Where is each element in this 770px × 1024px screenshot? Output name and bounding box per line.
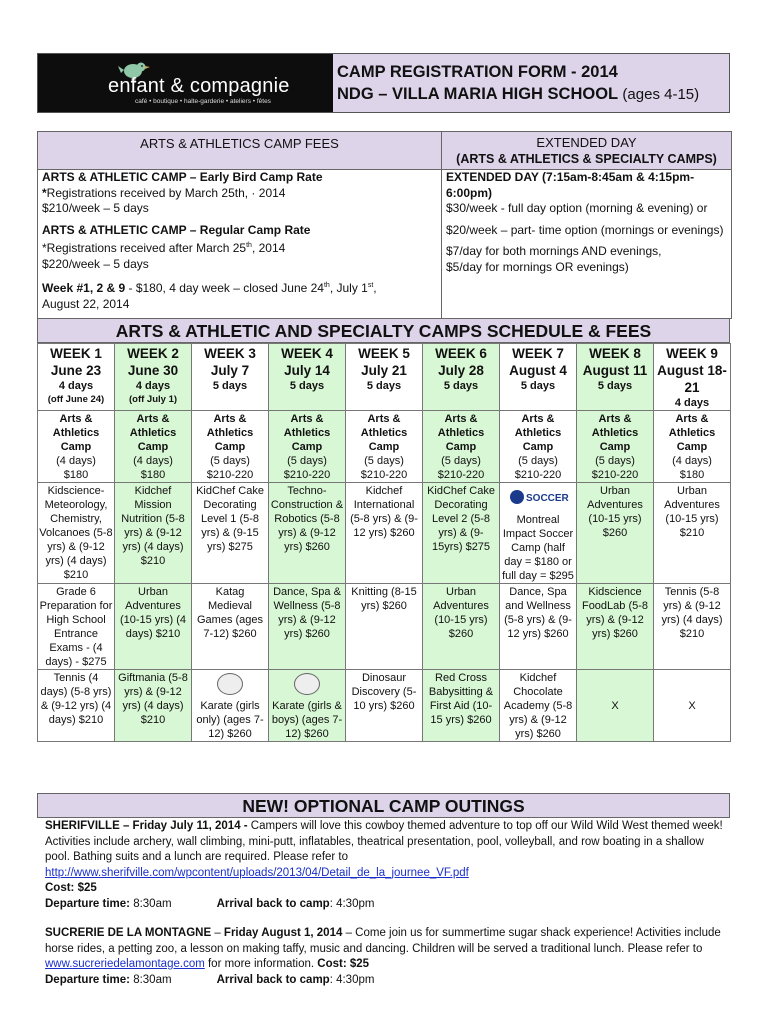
specialty-cell bbox=[500, 483, 577, 584]
arts-camp-cell bbox=[577, 411, 654, 483]
specialty-cell bbox=[115, 483, 192, 584]
extended-block-2 bbox=[446, 223, 727, 239]
camp-name: Arts & Athletics Camp bbox=[514, 413, 562, 453]
extended-hours: EXTENDED DAY (7:15am-8:45am & 4:15pm-6:00pm) bbox=[446, 170, 695, 200]
soccer-schools-logo bbox=[508, 486, 568, 512]
camp-days: (5 days) bbox=[518, 455, 558, 467]
week-number: WEEK 8 bbox=[589, 346, 641, 361]
logo-name-part1: enfant bbox=[108, 75, 165, 97]
camp-price: $210-220 bbox=[591, 469, 639, 481]
extended-full-option: $30/week - full day option (morning & evening) or bbox=[446, 201, 708, 215]
regular-rate-line1 bbox=[42, 238, 437, 257]
week-date: July 7 bbox=[210, 363, 250, 378]
sucrerie-description bbox=[45, 926, 725, 973]
camp-price: $210-220 bbox=[206, 469, 254, 481]
camp-name: Arts & Athletics Camp bbox=[360, 413, 408, 453]
week-header-cell bbox=[423, 344, 500, 411]
specialty-text: KidChef Cake Decorating Level 2 (5-8 yrs) & (9-15yrs) $275 bbox=[427, 485, 495, 553]
camp-price: $210-220 bbox=[514, 469, 562, 481]
camp-name: Arts & Athletics Camp bbox=[591, 413, 639, 453]
specialty-text: Dance, Spa and Wellness (5-8 yrs) & (9-12 yrs) $260 bbox=[504, 586, 572, 640]
short-weeks-sup2: st bbox=[367, 282, 374, 289]
arts-camp-row bbox=[38, 411, 731, 483]
specialty-text: Grade 6 Preparation for High School Entrance Exams - (4 days) - $275 bbox=[39, 586, 113, 668]
specialty-text: KidChef Cake Decorating Level 1 (5-8 yrs) & (9-15 yrs) $275 bbox=[196, 485, 264, 553]
specialty-text: Knitting (8-15 yrs) $260 bbox=[351, 586, 417, 612]
specialty-cell bbox=[500, 670, 577, 742]
ages-range: (ages 4-15) bbox=[622, 86, 700, 103]
week-days: 4 days bbox=[674, 397, 710, 409]
sucrerie-link[interactable]: www.sucreriedelamontage.com bbox=[45, 958, 205, 970]
specialty-text: Urban Adventures (10-15 yrs) $260 bbox=[433, 586, 489, 640]
camp-days: (5 days) bbox=[364, 455, 404, 467]
specialty-row-1 bbox=[38, 483, 731, 584]
specialty-row-2 bbox=[38, 584, 731, 670]
arrival-label: Arrival back to camp bbox=[216, 973, 330, 986]
arrival-time: : 4:30pm bbox=[329, 897, 375, 910]
week-date: July 21 bbox=[361, 363, 407, 378]
regular-deadline-text: *Registrations received after March 25 bbox=[42, 241, 247, 255]
departure-time: 8:30am bbox=[130, 973, 172, 986]
arts-camp-cell bbox=[192, 411, 269, 483]
sucrerie-heading: SUCRERIE DE LA MONTAGNE bbox=[45, 927, 212, 939]
week-days: 5 days bbox=[443, 380, 479, 392]
camp-price: $210-220 bbox=[437, 469, 485, 481]
extended-day-heading bbox=[442, 132, 731, 170]
extended-daily-one: $5/day for mornings OR evenings) bbox=[446, 259, 629, 274]
specialty-text: X bbox=[688, 700, 696, 712]
asterisk: * bbox=[42, 185, 47, 200]
extended-block-1 bbox=[446, 170, 727, 217]
departure-label: Departure time: bbox=[45, 897, 130, 910]
early-bird-block bbox=[42, 170, 437, 217]
week-header-cell bbox=[346, 344, 423, 411]
extended-day-body bbox=[442, 170, 731, 275]
week-number: WEEK 2 bbox=[127, 346, 179, 361]
regular-deadline-sup: th bbox=[246, 242, 252, 249]
sherifville-times bbox=[45, 897, 725, 913]
short-weeks-label: Week #1, 2 & 9 bbox=[42, 281, 126, 295]
specialty-cell bbox=[346, 584, 423, 670]
week-date: August 11 bbox=[582, 363, 648, 378]
camp-price: $180 bbox=[63, 469, 89, 481]
sucrerie-text-2: for more information. bbox=[204, 958, 318, 970]
week-header-cell bbox=[577, 344, 654, 411]
week-date: August 4 bbox=[509, 363, 567, 378]
week-days: 5 days bbox=[289, 380, 325, 392]
short-weeks-text-a: - $180, 4 day week – closed June 24 bbox=[125, 281, 324, 295]
departure-time: 8:30am bbox=[130, 897, 172, 910]
header bbox=[37, 53, 730, 113]
week-days: 4 days bbox=[135, 380, 171, 392]
school-name: NDG – VILLA MARIA HIGH SCHOOL bbox=[337, 85, 618, 103]
early-bird-price: $210/week – 5 days bbox=[42, 201, 149, 215]
week-days: 5 days bbox=[366, 380, 402, 392]
specialty-text: Kidscience FoodLab (5-8 yrs) & (9-12 yrs) $260 bbox=[581, 586, 649, 640]
camp-price: $210-220 bbox=[360, 469, 408, 481]
week-date: July 28 bbox=[438, 363, 484, 378]
camp-name: Arts & Athletics Camp bbox=[52, 413, 100, 453]
week-days: 5 days bbox=[597, 380, 633, 392]
specialty-cell bbox=[269, 670, 346, 742]
arts-camp-cell bbox=[269, 411, 346, 483]
sherifville-link[interactable]: http://www.sherifville.com/wpcontent/uploads/2013/04/Detail_de_la_journee_VF.pdf bbox=[45, 866, 469, 879]
camp-name: Arts & Athletics Camp bbox=[129, 413, 177, 453]
short-weeks-text-b: , July 1 bbox=[329, 281, 368, 295]
departure-label: Departure time: bbox=[45, 973, 130, 986]
specialty-cell bbox=[192, 483, 269, 584]
extended-day-title: EXTENDED DAY bbox=[536, 135, 637, 150]
specialty-text: Urban Adventures (10-15 yrs) $210 bbox=[664, 485, 720, 539]
specialty-text: Tennis (5-8 yrs) & (9-12 yrs) (4 days) $210 bbox=[661, 586, 723, 640]
soccer-ball-icon bbox=[510, 490, 524, 504]
extended-block-3 bbox=[446, 244, 727, 275]
week-header-cell bbox=[38, 344, 115, 411]
regular-rate-price: $220/week – 5 days bbox=[42, 256, 149, 271]
specialty-text: Urban Adventures (10-15 yrs) $260 bbox=[587, 485, 643, 539]
camp-name: Arts & Athletics Camp bbox=[283, 413, 331, 453]
week-header-cell bbox=[269, 344, 346, 411]
week-date: June 23 bbox=[50, 363, 102, 378]
specialty-cell bbox=[577, 670, 654, 742]
specialty-cell bbox=[269, 483, 346, 584]
logo-name-part2: compagnie bbox=[189, 75, 290, 97]
specialty-cell bbox=[38, 584, 115, 670]
camp-name: Arts & Athletics Camp bbox=[668, 413, 716, 453]
week-number: WEEK 4 bbox=[281, 346, 333, 361]
week-number: WEEK 5 bbox=[358, 346, 410, 361]
sherifville-description bbox=[45, 819, 725, 866]
camp-fees-body bbox=[38, 170, 441, 312]
camp-price: $180 bbox=[679, 469, 705, 481]
fees-section bbox=[37, 131, 732, 319]
specialty-cell bbox=[346, 483, 423, 584]
week-header-cell bbox=[500, 344, 577, 411]
specialty-text: Tennis (4 days) (5-8 yrs) & (9-12 yrs) (4 days) $210 bbox=[40, 672, 112, 726]
arts-camp-cell bbox=[38, 411, 115, 483]
extended-day-column bbox=[442, 132, 731, 318]
schedule-table bbox=[37, 343, 731, 742]
week-header-row bbox=[38, 344, 731, 411]
specialty-cell bbox=[654, 584, 731, 670]
specialty-text: Montreal Impact Soccer Camp (half day = $180 or full day = $295 bbox=[502, 514, 574, 582]
specialty-text: Dance, Spa & Wellness (5-8 yrs) & (9-12 yrs) $260 bbox=[273, 586, 341, 640]
arrival-time: : 4:30pm bbox=[329, 973, 375, 986]
enfant-compagnie-logo bbox=[38, 54, 333, 112]
extended-day-subtitle: (ARTS & ATHLETICS & SPECIALTY CAMPS) bbox=[456, 152, 717, 166]
arrival-label: Arrival back to camp bbox=[216, 897, 330, 910]
specialty-text: Techno-Construction & Robotics (5-8 yrs) & (9-12 yrs) $260 bbox=[270, 485, 344, 553]
arts-camp-cell bbox=[500, 411, 577, 483]
camp-fees-heading: ARTS & ATHLETICS CAMP FEES bbox=[38, 132, 441, 170]
short-weeks-block bbox=[42, 278, 437, 312]
arts-camp-cell bbox=[654, 411, 731, 483]
specialty-text: X bbox=[611, 700, 619, 712]
extended-part-option: $20/week – part- time option (mornings or evenings) bbox=[446, 222, 724, 237]
karate-logo-icon bbox=[294, 673, 320, 695]
sherifville-cost: Cost: $25 bbox=[45, 882, 97, 894]
form-title: CAMP REGISTRATION FORM - 2014 bbox=[337, 63, 618, 81]
specialty-text: Giftmania (5-8 yrs) & (9-12 yrs) (4 days) $210 bbox=[118, 672, 188, 726]
sucrerie-text: – Come join us for summertime sugar shack experience! Activities include horse rides, a petting zoo, a lesson on making taffy, music and dancing. Children will be served a traditional lunch. Please refer to bbox=[45, 927, 721, 955]
camp-price: $210-220 bbox=[283, 469, 331, 481]
specialty-cell bbox=[38, 483, 115, 584]
week-days: 4 days bbox=[58, 380, 94, 392]
camp-days: (4 days) bbox=[133, 455, 173, 467]
specialty-text: Red Cross Babysitting & First Aid (10-15 yrs) $260 bbox=[428, 672, 494, 726]
specialty-row-3 bbox=[38, 670, 731, 742]
specialty-text: Urban Adventures (10-15 yrs) (4 days) $210 bbox=[119, 586, 187, 640]
week-number: WEEK 6 bbox=[435, 346, 487, 361]
specialty-cell bbox=[38, 670, 115, 742]
week-date: July 14 bbox=[284, 363, 330, 378]
specialty-text: Kidscience-Meteorology, Chemistry, Volcanoes (5-8 yrs) & (9-12 yrs) (4 days) $210 bbox=[39, 485, 113, 581]
specialty-cell bbox=[654, 670, 731, 742]
week-date: June 30 bbox=[127, 363, 179, 378]
sherifville-heading: SHERIFVILLE – Friday July 11, 2014 - bbox=[45, 820, 248, 832]
camp-days: (5 days) bbox=[441, 455, 481, 467]
week-number: WEEK 3 bbox=[204, 346, 256, 361]
form-subtitle bbox=[337, 83, 729, 106]
camp-fees-column bbox=[38, 132, 442, 318]
specialty-text: Kidchef Mission Nutrition (5-8 yrs) & (9-12 yrs) (4 days) $210 bbox=[121, 485, 185, 567]
specialty-cell bbox=[115, 584, 192, 670]
week-note: (off July 1) bbox=[128, 394, 178, 405]
form-title-box bbox=[333, 54, 729, 112]
logo-tagline: café • boutique • halte-garderie • ateliers • fêtes bbox=[135, 98, 271, 105]
specialty-cell bbox=[654, 483, 731, 584]
karate-logo-icon bbox=[217, 673, 243, 695]
camp-days: (4 days) bbox=[56, 455, 96, 467]
short-weeks-line1 bbox=[42, 278, 437, 297]
soccer-logo-text: SOCCER bbox=[526, 493, 569, 504]
week-number: WEEK 9 bbox=[666, 346, 718, 361]
specialty-cell bbox=[346, 670, 423, 742]
specialty-cell bbox=[115, 670, 192, 742]
early-bird-line1 bbox=[42, 186, 437, 202]
outings-title: NEW! OPTIONAL CAMP OUTINGS bbox=[37, 793, 730, 818]
camp-days: (5 days) bbox=[287, 455, 327, 467]
specialty-cell bbox=[192, 670, 269, 742]
sucrerie-times bbox=[45, 973, 725, 989]
specialty-text: Dinosaur Discovery (5-10 yrs) $260 bbox=[351, 672, 417, 712]
arts-camp-cell bbox=[346, 411, 423, 483]
specialty-cell bbox=[577, 483, 654, 584]
regular-deadline-year: , 2014 bbox=[251, 241, 286, 255]
sherifville-text: Campers will love this cowboy themed adventure to top off our Wild Wild West themed week! Activities include archery, wall climbing, mini-putt, inflatables, theatrical presentation, pool, volleyball, and row boating in a shallow pool. Bathing suits and a lunch are required. Please refer to bbox=[45, 820, 723, 863]
early-bird-deadline: Registrations received by March 25th, · 2014 bbox=[46, 185, 286, 200]
logo-ampersand: & bbox=[170, 75, 185, 97]
camp-name: Arts & Athletics Camp bbox=[437, 413, 485, 453]
arts-camp-cell bbox=[423, 411, 500, 483]
short-weeks-text-c: , bbox=[373, 281, 377, 295]
arts-camp-cell bbox=[115, 411, 192, 483]
camp-name: Arts & Athletics Camp bbox=[206, 413, 254, 453]
camp-days: (5 days) bbox=[595, 455, 635, 467]
week-header-cell bbox=[192, 344, 269, 411]
short-weeks-line2: August 22, 2014 bbox=[42, 296, 130, 311]
sucrerie-sep: – bbox=[211, 927, 224, 939]
specialty-text: Karate (girls & boys) (ages 7-12) $260 bbox=[271, 700, 343, 740]
specialty-text: Karate (girls only) (ages 7-12) $260 bbox=[196, 700, 264, 740]
logo-name bbox=[108, 75, 290, 98]
regular-rate-title: ARTS & ATHLETIC CAMP – Regular Camp Rate bbox=[42, 222, 311, 237]
week-header-cell bbox=[115, 344, 192, 411]
sucrerie-cost: Cost: $25 bbox=[317, 958, 370, 970]
specialty-cell bbox=[269, 584, 346, 670]
sucrerie-date: Friday August 1, 2014 bbox=[223, 927, 343, 939]
extended-daily-both: $7/day for both mornings AND evenings, bbox=[446, 244, 662, 258]
week-note: (off June 24) bbox=[47, 394, 105, 405]
week-date: August 18-21 bbox=[657, 363, 727, 395]
outings-section bbox=[45, 819, 725, 988]
specialty-cell bbox=[423, 670, 500, 742]
specialty-cell bbox=[192, 584, 269, 670]
early-bird-title: ARTS & ATHLETIC CAMP – Early Bird Camp Rate bbox=[42, 170, 323, 184]
week-days: 5 days bbox=[520, 380, 556, 392]
week-header-cell bbox=[654, 344, 731, 411]
specialty-cell bbox=[577, 584, 654, 670]
regular-block bbox=[42, 223, 437, 273]
camp-days: (5 days) bbox=[210, 455, 250, 467]
week-number: WEEK 7 bbox=[512, 346, 564, 361]
short-weeks-sup1: th bbox=[323, 282, 330, 289]
schedule-title: ARTS & ATHLETIC AND SPECIALTY CAMPS SCHEDULE & FEES bbox=[37, 318, 730, 343]
camp-price: $180 bbox=[140, 469, 166, 481]
specialty-text: Katag Medieval Games (ages 7-12) $260 bbox=[196, 586, 264, 640]
week-days: 5 days bbox=[212, 380, 248, 392]
specialty-cell bbox=[423, 584, 500, 670]
week-number: WEEK 1 bbox=[50, 346, 102, 361]
specialty-text: Kidchef Chocolate Academy (5-8 yrs) & (9-12 yrs) $260 bbox=[503, 672, 573, 740]
specialty-cell bbox=[500, 584, 577, 670]
specialty-cell bbox=[423, 483, 500, 584]
specialty-text: Kidchef International (5-8 yrs) & (9-12 yrs) $260 bbox=[350, 485, 418, 539]
camp-days: (4 days) bbox=[672, 455, 712, 467]
